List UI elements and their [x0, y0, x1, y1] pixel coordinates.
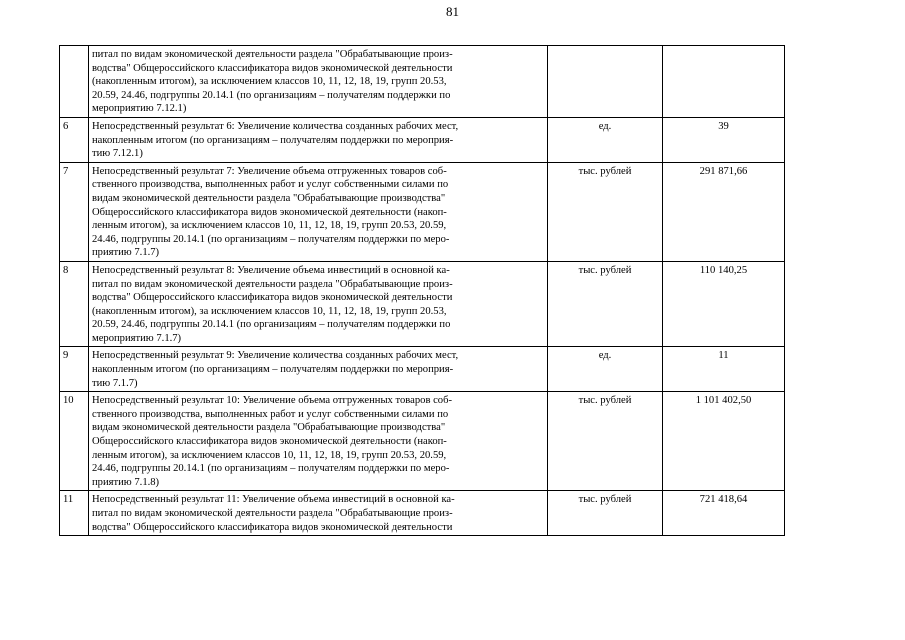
description-line: Непосредственный результат 6: Увеличение количества созданных рабочих мест, — [92, 120, 459, 132]
description-line: мероприятию 7.1.7) — [92, 332, 182, 344]
unit-cell — [548, 46, 663, 118]
table-row — [60, 261, 785, 347]
description-line: накопленным итогом (по организациям – получателям поддержки по мероприя- — [92, 134, 454, 146]
unit-cell: тыс. рублей — [548, 491, 663, 536]
description-line: тию 7.12.1) — [92, 148, 143, 160]
result-description — [89, 117, 548, 162]
description-line: 24.46, подгруппы 20.14.1 (по организациям – получателям поддержки по меро- — [92, 233, 450, 245]
description-line: ленным итогом), за исключением классов 10, 11, 12, 18, 19, групп 20.53, 20.59, — [92, 449, 447, 461]
row-number: 9 — [60, 347, 89, 392]
description-line: тию 7.1.7) — [92, 377, 138, 389]
value-cell: 291 871,66 — [663, 162, 785, 261]
description-line: видам экономической деятельности раздела "Обрабатывающие производства" — [92, 192, 446, 204]
description-line: накопленным итогом (по организациям – получателям поддержки по мероприя- — [92, 364, 454, 376]
value-cell — [663, 46, 785, 118]
unit-cell: ед. — [548, 347, 663, 392]
description-line: Непосредственный результат 9: Увеличение количества созданных рабочих мест, — [92, 350, 459, 362]
unit-cell: тыс. рублей — [548, 162, 663, 261]
description-line: (накопленным итогом), за исключением классов 10, 11, 12, 18, 19, групп 20.53, — [92, 76, 447, 88]
description-line: ственного производства, выполненных работ и услуг собственными силами по — [92, 179, 449, 191]
table-row — [60, 162, 785, 261]
description-line: Непосредственный результат 11: Увеличение объема инвестиций в основной ка- — [92, 494, 455, 506]
value-cell: 721 418,64 — [663, 491, 785, 536]
description-line: приятию 7.1.7) — [92, 247, 160, 259]
description-line: 20.59, 24.46, подгруппы 20.14.1 (по организациям – получателям поддержки по — [92, 319, 451, 331]
description-line: питал по видам экономической деятельности раздела "Обрабатывающие произ- — [92, 49, 453, 60]
description-line: Непосредственный результат 7: Увеличение объема отгруженных товаров соб- — [92, 165, 447, 177]
table-row — [60, 392, 785, 491]
table-row — [60, 491, 785, 536]
page-number: 81 — [446, 4, 459, 19]
description-line: Непосредственный результат 8: Увеличение объема инвестиций в основной ка- — [92, 264, 450, 276]
result-description — [89, 491, 548, 536]
unit-cell: тыс. рублей — [548, 392, 663, 491]
value-cell: 1 101 402,50 — [663, 392, 785, 491]
row-number: 8 — [60, 261, 89, 347]
row-number: 10 — [60, 392, 89, 491]
results-table — [59, 45, 785, 536]
description-line: 20.59, 24.46, подгруппы 20.14.1 (по организациям – получателям поддержки по — [92, 89, 451, 101]
table-row — [60, 46, 785, 118]
row-number: 6 — [60, 117, 89, 162]
value-cell: 11 — [663, 347, 785, 392]
result-description — [89, 392, 548, 491]
row-number — [60, 46, 89, 118]
description-line: питал по видам экономической деятельности раздела "Обрабатывающие произ- — [92, 278, 453, 290]
description-line: ственного производства, выполненных работ и услуг собственными силами по — [92, 408, 449, 420]
result-description — [89, 347, 548, 392]
description-line: Непосредственный результат 10: Увеличение объема отгруженных товаров соб- — [92, 395, 453, 407]
description-line: 24.46, подгруппы 20.14.1 (по организациям – получателям поддержки по меро- — [92, 463, 450, 475]
description-line: водства" Общероссийского классификатора видов экономической деятельности — [92, 292, 453, 304]
result-description — [89, 162, 548, 261]
description-line: водства" Общероссийского классификатора видов экономической деятельности — [92, 521, 453, 533]
table-row — [60, 347, 785, 392]
value-cell: 39 — [663, 117, 785, 162]
description-line: Общероссийского классификатора видов экономической деятельности (накоп- — [92, 436, 447, 448]
value-cell: 110 140,25 — [663, 261, 785, 347]
description-line: ленным итогом), за исключением классов 10, 11, 12, 18, 19, групп 20.53, 20.59, — [92, 220, 447, 232]
table-row — [60, 117, 785, 162]
unit-cell: ед. — [548, 117, 663, 162]
table-body — [60, 46, 785, 536]
description-line: видам экономической деятельности раздела "Обрабатывающие производства" — [92, 422, 446, 434]
description-line: (накопленным итогом), за исключением классов 10, 11, 12, 18, 19, групп 20.53, — [92, 305, 447, 317]
description-line: питал по видам экономической деятельности раздела "Обрабатывающие произ- — [92, 508, 453, 519]
description-line: мероприятию 7.12.1) — [92, 103, 187, 115]
result-description — [89, 46, 548, 118]
result-description — [89, 261, 548, 347]
description-line: водства" Общероссийского классификатора видов экономической деятельности — [92, 62, 453, 74]
row-number: 7 — [60, 162, 89, 261]
description-line: приятию 7.1.8) — [92, 476, 160, 488]
row-number: 11 — [60, 491, 89, 536]
description-line: Общероссийского классификатора видов экономической деятельности (накоп- — [92, 206, 447, 218]
unit-cell: тыс. рублей — [548, 261, 663, 347]
